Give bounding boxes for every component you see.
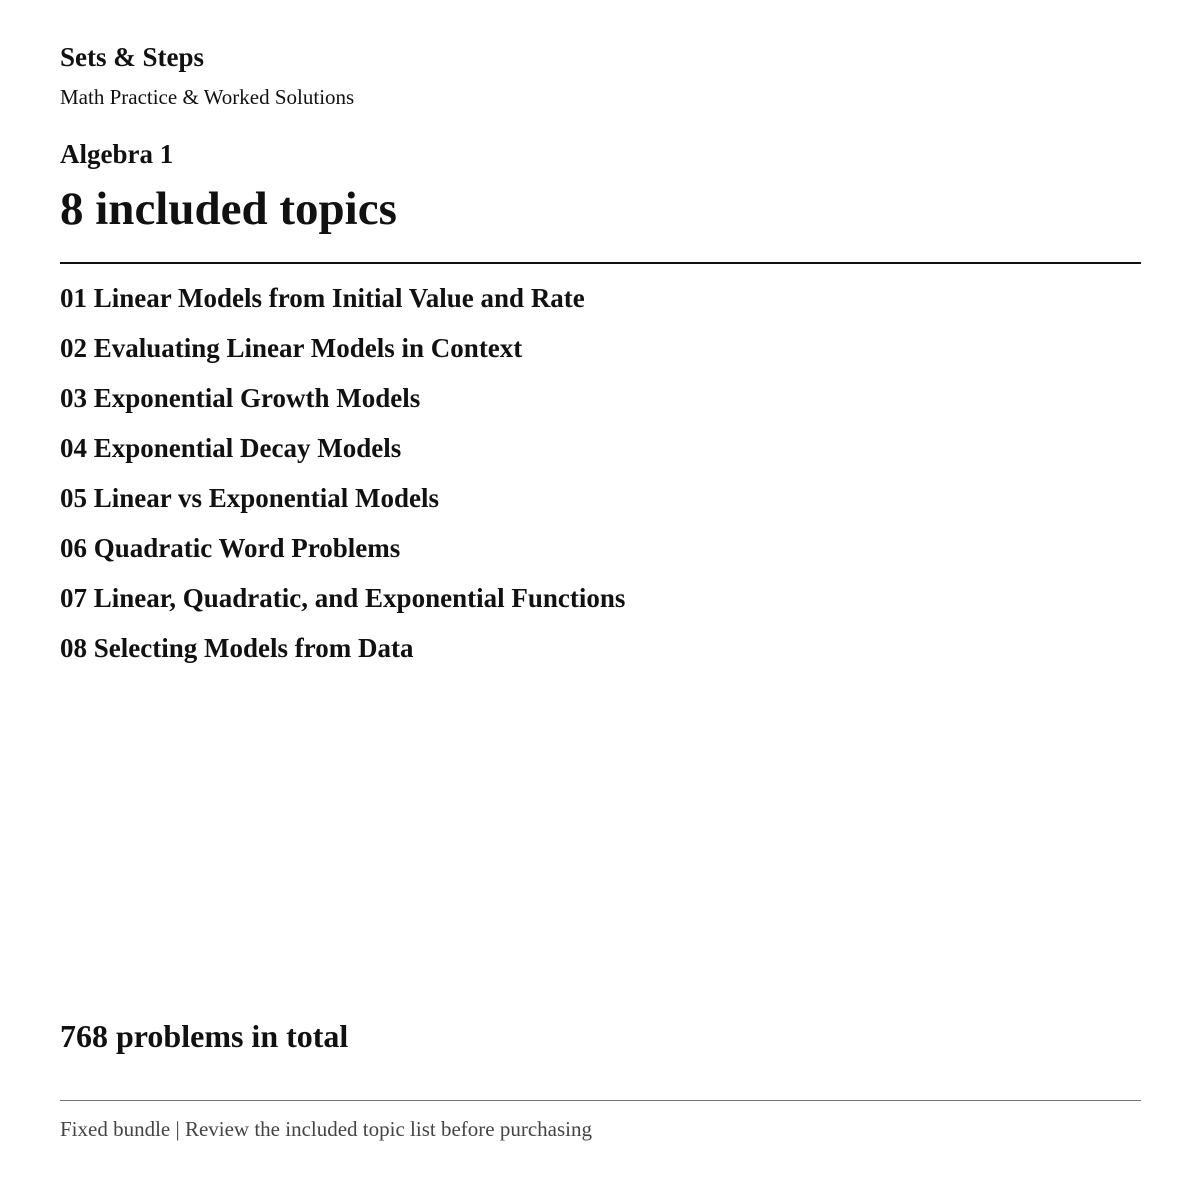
course-name: Algebra 1	[60, 139, 174, 169]
topic-item: 02 Evaluating Linear Models in Context	[60, 333, 523, 363]
topic-item: 05 Linear vs Exponential Models	[60, 483, 440, 513]
footer-divider	[60, 1100, 1141, 1101]
brand-tagline: Math Practice & Worked Solutions	[60, 85, 355, 109]
bundle-page	[60, 0, 1141, 1200]
footer-note: Fixed bundle | Review the included topic list before purchasing	[60, 1117, 592, 1141]
topic-list	[60, 280, 625, 680]
header-divider	[60, 262, 1141, 264]
topic-item: 04 Exponential Decay Models	[60, 433, 402, 463]
brand-name: Sets & Steps	[60, 42, 205, 72]
topic-item: 03 Exponential Growth Models	[60, 383, 421, 413]
topic-item: 08 Selecting Models from Data	[60, 633, 414, 663]
topic-item: 06 Quadratic Word Problems	[60, 533, 401, 563]
topic-item: 01 Linear Models from Initial Value and Rate	[60, 283, 585, 313]
problem-total: 768 problems in total	[60, 1018, 349, 1054]
page-title: 8 included topics	[60, 183, 397, 235]
topic-item: 07 Linear, Quadratic, and Exponential Functions	[60, 583, 626, 613]
